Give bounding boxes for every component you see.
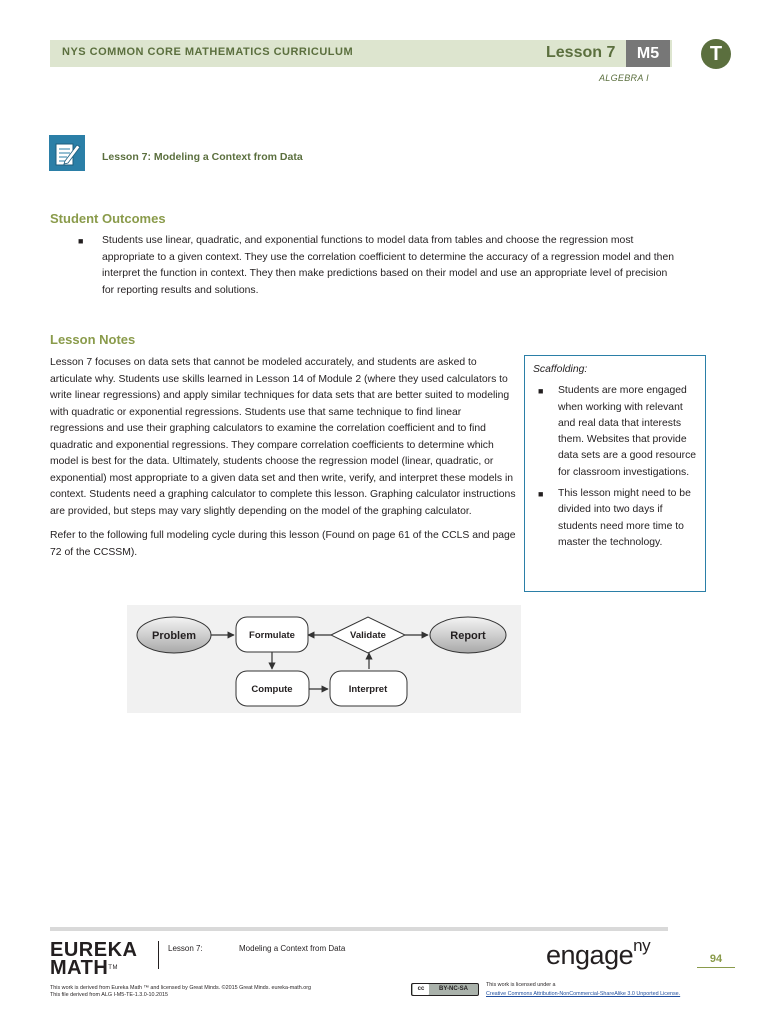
modeling-cycle-diagram bbox=[127, 605, 521, 713]
footer-rule bbox=[50, 927, 668, 931]
logo-line-1: EUREKA bbox=[50, 939, 138, 961]
scaffolding-text: This lesson might need to be divided into two days if students need more time to master the technology. bbox=[558, 488, 691, 548]
notepad-pencil-icon bbox=[49, 135, 85, 171]
header-lesson: Lesson 7 bbox=[546, 44, 616, 61]
cc-icon: cc bbox=[413, 984, 429, 995]
footer-title: Modeling a Context from Data bbox=[239, 944, 346, 953]
logo-line-2: MATH bbox=[50, 957, 109, 979]
license-line-1: This work is licensed under a bbox=[486, 982, 556, 988]
course-name: ALGEBRA I bbox=[599, 73, 649, 83]
scaffolding-box bbox=[524, 355, 706, 592]
footer-divider bbox=[158, 941, 159, 969]
bullet-icon: ■ bbox=[538, 386, 544, 397]
compute-node bbox=[236, 671, 309, 706]
logo-tm: TM bbox=[108, 965, 118, 971]
footer-lesson: Lesson 7: bbox=[168, 944, 203, 953]
curriculum-title: NYS COMMON CORE MATHEMATICS CURRICULUM bbox=[62, 46, 354, 58]
lesson-title: Lesson 7: Modeling a Context from Data bbox=[102, 151, 303, 163]
derived-notice bbox=[50, 985, 311, 999]
scaffolding-item bbox=[533, 486, 697, 551]
interpret-label: Interpret bbox=[348, 684, 388, 695]
notes-paragraph: Lesson 7 focuses on data sets that cannot be modeled accurately, and students are asked to articulate why. Students use skills learned in Lesson 14 of Module 2 (where they used calculators to write linear regressions) and apply similar techniques for data sets that are better suited to modeling with quadratic or exponential regressions. Students use that same technique to find linear regressions and use their graphing calculators to examine the correlation coefficient and to find quadratic and exponential regressions. They compare correlation coefficients to determine which model is best for the data. Ultimately, students choose the regression model (linear, quadratic, or exponential) most appropriate to a given data set and then write, verify, and interpret these models in context. Students need a graphing calculator to complete this lesson. Graphing calculator instructions are provided, but steps may vary slightly depending on the model of the graphing calculator. bbox=[50, 357, 516, 517]
lesson-notes-heading: Lesson Notes bbox=[50, 332, 136, 347]
notes-paragraph: Refer to the following full modeling cycle during this lesson (Found on page 61 of the CCLS and page 72 of the CCSSM). bbox=[50, 530, 516, 558]
bullet-icon: ■ bbox=[538, 489, 544, 500]
scaffolding-text: Students are more engaged when working with relevant and real data that interests them. Websites that provide data sets are a good resource for classroom investigations. bbox=[558, 385, 697, 478]
outcome-text: Students use linear, quadratic, and exponential functions to model data from tables and choose the regression most appropriate to a given context. They use the correlation coefficient to determine the accuracy of a regression model and then interpret the function in context. They then make predictions based on their model and use an appropriate level of precision for reporting results and solutions. bbox=[102, 235, 675, 296]
teacher-badge: T bbox=[701, 39, 731, 69]
derived-line-1: This work is derived from Eureka Math ™ and licensed by Great Minds. ©2015 Great Minds. eureka-math.org bbox=[50, 985, 312, 991]
formulate-node bbox=[236, 617, 308, 652]
lesson-notes-body bbox=[50, 355, 516, 561]
formulate-label: Formulate bbox=[249, 630, 295, 641]
derived-line-2: This file derived from ALG I-M5-TE-1.3.0-10.2015 bbox=[50, 992, 169, 998]
license-link[interactable]: Creative Commons Attribution-NonCommercial-ShareAlike 3.0 Unported License. bbox=[486, 991, 681, 997]
student-outcomes-heading: Student Outcomes bbox=[50, 211, 166, 226]
interpret-node bbox=[330, 671, 407, 706]
scaffolding-item bbox=[533, 383, 697, 481]
report-node bbox=[430, 617, 506, 653]
report-label: Report bbox=[450, 630, 486, 642]
eureka-math-logo bbox=[50, 941, 137, 977]
ny-word: ny bbox=[633, 936, 651, 955]
cc-badge-label: BY-NC-SA bbox=[438, 986, 468, 992]
module-badge: M5 bbox=[626, 40, 670, 67]
page-number: 94 bbox=[697, 953, 735, 968]
bullet-icon: ■ bbox=[78, 236, 84, 246]
outcome-item bbox=[78, 233, 678, 299]
problem-label: Problem bbox=[151, 630, 197, 642]
engage-word: engage bbox=[546, 940, 634, 970]
compute-label: Compute bbox=[251, 684, 293, 695]
engageny-logo bbox=[546, 936, 651, 971]
validate-node bbox=[331, 617, 405, 653]
validate-label: Validate bbox=[350, 630, 386, 641]
scaffolding-heading: Scaffolding: bbox=[533, 364, 588, 375]
license-notice bbox=[486, 981, 680, 999]
cc-license-badge[interactable] bbox=[411, 983, 479, 996]
problem-node bbox=[137, 617, 211, 653]
